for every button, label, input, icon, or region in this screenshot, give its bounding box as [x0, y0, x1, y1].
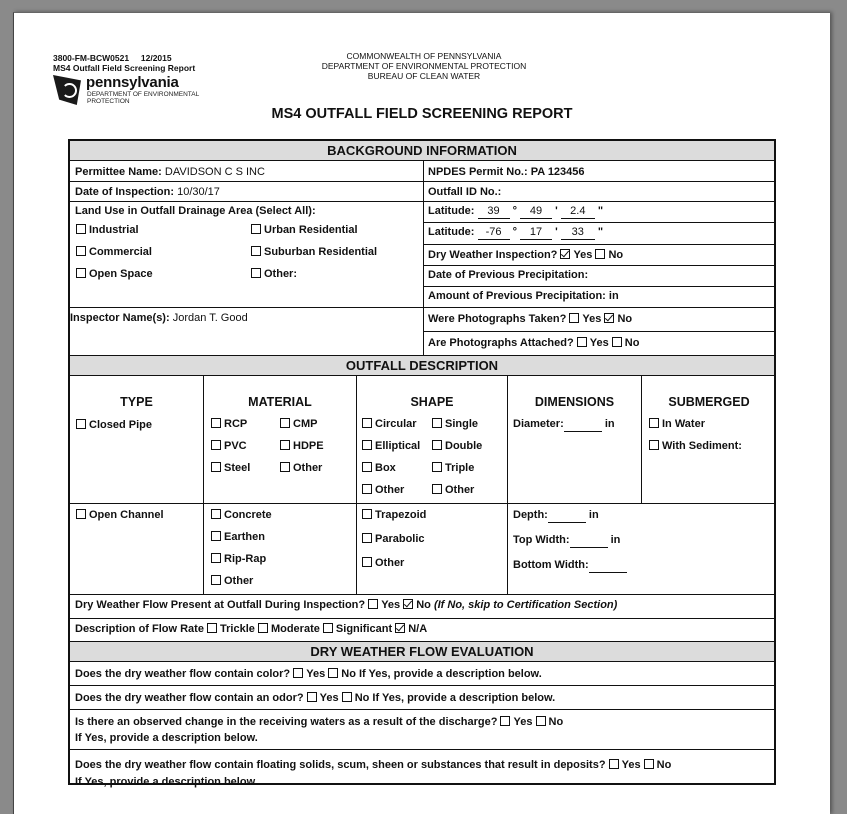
- odor-yes-checkbox[interactable]: [307, 692, 317, 702]
- minute-symbol: ': [555, 205, 558, 217]
- agency-line-3: BUREAU OF CLEAN WATER: [367, 71, 481, 81]
- divider: [70, 749, 774, 750]
- in-water-label: In Water: [662, 418, 705, 430]
- form-id-block: [53, 53, 195, 73]
- checkbox-icon[interactable]: [280, 440, 290, 450]
- yes-label: Yes: [573, 249, 593, 261]
- single-label: Single: [445, 418, 479, 430]
- closed-pipe-label: Closed Pipe: [89, 419, 152, 431]
- dry-flow-row: [75, 598, 617, 612]
- photos-attached-label: Are Photographs Attached?: [428, 337, 574, 349]
- checkbox-icon[interactable]: [362, 440, 372, 450]
- rip-rap-option[interactable]: [211, 552, 266, 566]
- land-commercial-label: Commercial: [89, 246, 152, 258]
- triple-option[interactable]: [432, 461, 474, 475]
- col-type-header: TYPE: [120, 395, 153, 409]
- checkbox-icon[interactable]: [76, 509, 86, 519]
- divider: [70, 594, 774, 595]
- agency-line-2: DEPARTMENT OF ENVIRONMENTAL PROTECTION: [321, 61, 527, 71]
- inch-unit: in: [588, 509, 599, 521]
- elliptical-label: Elliptical: [375, 440, 421, 452]
- form-date: 12/2015: [140, 53, 172, 63]
- bottom-width-label: Bottom Width:: [513, 559, 589, 571]
- channel-shape-other-option[interactable]: [362, 556, 404, 570]
- box-option[interactable]: [362, 461, 396, 475]
- trapezoid-label: Trapezoid: [375, 509, 427, 521]
- logo-sub-2: PROTECTION: [87, 98, 130, 105]
- dry-weather-label: Dry Weather Inspection?: [428, 249, 558, 261]
- checkbox-icon[interactable]: [211, 440, 221, 450]
- solids-no-checkbox[interactable]: [644, 759, 654, 769]
- land-other-label: Other:: [264, 268, 297, 280]
- permittee-row: [75, 165, 265, 179]
- latitude-label: Latitude:: [428, 205, 475, 217]
- outfall-id-label: Outfall ID No.:: [428, 186, 502, 198]
- report-title: MS4 OUTFALL FIELD SCREENING REPORT: [271, 106, 573, 122]
- npdes-row: [428, 165, 585, 179]
- open-channel-label: Open Channel: [89, 509, 164, 521]
- land-use-label: Land Use in Outfall Drainage Area (Select All):: [75, 205, 316, 217]
- if-yes-note: If Yes, provide a description below.: [372, 692, 556, 704]
- checkbox-icon[interactable]: [362, 484, 372, 494]
- latitude-row-2: [428, 225, 603, 240]
- double-label: Double: [445, 440, 483, 452]
- inch-unit: in: [610, 534, 621, 546]
- change-question: Is there an observed change in the receiving waters as a result of the discharge?: [75, 716, 498, 728]
- significant-checkbox[interactable]: [323, 623, 333, 633]
- document-page: [13, 12, 830, 814]
- na-label: N/A: [408, 623, 428, 635]
- moderate-checkbox[interactable]: [258, 623, 268, 633]
- with-sediment-option[interactable]: [649, 439, 742, 453]
- col-dimensions-header: DIMENSIONS: [534, 395, 615, 409]
- divider: [423, 161, 424, 355]
- top-width-label: Top Width:: [513, 534, 570, 546]
- dry-weather-no-checkbox[interactable]: [595, 249, 605, 259]
- latitude-2-minutes[interactable]: 17: [520, 225, 552, 240]
- solids-if-yes-note: If Yes, provide a description below.: [75, 776, 258, 788]
- npdes-label: NPDES Permit No.:: [428, 166, 528, 178]
- land-urban-label: Urban Residential: [264, 224, 358, 236]
- checkbox-icon[interactable]: [432, 484, 442, 494]
- report-form: [68, 139, 776, 788]
- checkbox-icon[interactable]: [76, 246, 86, 256]
- checkbox-icon[interactable]: [432, 440, 442, 450]
- parabolic-label: Parabolic: [375, 533, 425, 545]
- divider: [423, 222, 774, 223]
- closed-pipe-option[interactable]: [76, 418, 152, 432]
- photos-taken-label: Were Photographs Taken?: [428, 313, 567, 325]
- trickle-label: Trickle: [220, 623, 255, 635]
- concrete-option[interactable]: [211, 508, 272, 522]
- top-width-row: [513, 533, 620, 548]
- shape-other-option[interactable]: [362, 483, 404, 497]
- dry-flow-yes-checkbox[interactable]: [368, 599, 378, 609]
- trapezoid-option[interactable]: [362, 508, 426, 522]
- moderate-label: Moderate: [270, 623, 320, 635]
- change-yes-checkbox[interactable]: [500, 716, 510, 726]
- checkbox-icon[interactable]: [211, 462, 221, 472]
- checkbox-icon[interactable]: [280, 418, 290, 428]
- no-label: No: [608, 249, 624, 261]
- checkbox-icon[interactable]: [362, 533, 372, 543]
- concrete-label: Concrete: [224, 509, 272, 521]
- flow-rate-row: [75, 622, 427, 636]
- odor-no-checkbox[interactable]: [342, 692, 352, 702]
- checkbox-icon[interactable]: [362, 462, 372, 472]
- color-yes-checkbox[interactable]: [293, 668, 303, 678]
- checkbox-icon[interactable]: [76, 419, 86, 429]
- change-question-row: [75, 715, 563, 729]
- yes-label: Yes: [306, 668, 326, 680]
- solids-question: Does the dry weather flow contain floating solids, scum, sheen or substances that result in deposits?: [75, 759, 606, 771]
- in-water-option[interactable]: [649, 417, 705, 431]
- checkbox-icon[interactable]: [211, 553, 221, 563]
- yes-label: Yes: [582, 313, 602, 325]
- divider: [423, 265, 774, 266]
- material-other-label: Other: [293, 462, 323, 474]
- triple-label: Triple: [445, 462, 475, 474]
- cmp-label: CMP: [293, 418, 318, 430]
- double-option[interactable]: [432, 439, 482, 453]
- land-open-option[interactable]: [76, 267, 153, 281]
- permittee-label: Permittee Name:: [75, 166, 162, 178]
- channel-material-other-label: Other: [224, 575, 254, 587]
- divider: [423, 244, 774, 245]
- solids-question-row: [75, 758, 671, 772]
- na-checkbox[interactable]: [395, 623, 405, 633]
- photos-attached-row: [428, 336, 639, 350]
- inch-unit: in: [604, 418, 615, 430]
- photos-attached-yes-checkbox[interactable]: [577, 337, 587, 347]
- count-other-label: Other: [445, 484, 475, 496]
- land-suburban-option[interactable]: [251, 245, 377, 259]
- land-industrial-label: Industrial: [89, 224, 139, 236]
- outfall-id-row: [428, 185, 501, 199]
- pa-dep-logo: [53, 74, 233, 106]
- divider: [70, 709, 774, 710]
- diameter-row: [513, 417, 615, 432]
- yes-label: Yes: [513, 716, 533, 728]
- checkbox-icon[interactable]: [76, 224, 86, 234]
- circular-option[interactable]: [362, 417, 417, 431]
- shape-other-label: Other: [375, 484, 405, 496]
- parabolic-option[interactable]: [362, 532, 425, 546]
- depth-row: [513, 508, 599, 523]
- date-value[interactable]: 10/30/17: [177, 186, 220, 198]
- latitude-row-1: [428, 204, 603, 219]
- outfall-heading: OUTFALL DESCRIPTION: [70, 356, 774, 376]
- cmp-option[interactable]: [280, 417, 317, 431]
- single-option[interactable]: [432, 417, 478, 431]
- hdpe-option[interactable]: [280, 439, 324, 453]
- color-question-row: [75, 667, 542, 681]
- no-label: No: [416, 599, 431, 611]
- latitude-label: Latitude:: [428, 226, 475, 238]
- inspector-row: [70, 311, 248, 325]
- checkbox-icon[interactable]: [432, 418, 442, 428]
- land-urban-option[interactable]: [251, 223, 358, 237]
- with-sediment-label: With Sediment:: [662, 440, 742, 452]
- no-label: No: [548, 716, 564, 728]
- land-commercial-option[interactable]: [76, 245, 152, 259]
- material-other-option[interactable]: [280, 461, 322, 475]
- form-name: MS4 Outfall Field Screening Report: [53, 63, 196, 73]
- box-label: Box: [375, 462, 396, 474]
- agency-header: [274, 51, 574, 81]
- yes-label: Yes: [381, 599, 401, 611]
- logo-sub-1: DEPARTMENT OF ENVIRONMENTAL: [87, 91, 200, 98]
- divider: [70, 618, 774, 619]
- land-suburban-label: Suburban Residential: [264, 246, 378, 258]
- channel-shape-other-label: Other: [375, 557, 405, 569]
- agency-line-1: COMMONWEALTH OF PENNSYLVANIA: [346, 51, 502, 61]
- change-if-yes-note: If Yes, provide a description below.: [75, 732, 258, 744]
- logo-name: pennsylvania: [86, 74, 179, 91]
- change-no-checkbox[interactable]: [536, 716, 546, 726]
- rip-rap-label: Rip-Rap: [224, 553, 267, 565]
- depth-field[interactable]: [548, 508, 586, 523]
- no-label: No: [624, 337, 640, 349]
- checkbox-icon[interactable]: [280, 462, 290, 472]
- depth-label: Depth:: [513, 509, 548, 521]
- diameter-label: Diameter:: [513, 418, 564, 430]
- trickle-checkbox[interactable]: [207, 623, 217, 633]
- prev-precip-amount-label: Amount of Previous Precipitation: in: [428, 290, 619, 302]
- dry-flow-no-checkbox[interactable]: [403, 599, 413, 609]
- form-code: 3800-FM-BCW0521: [53, 53, 130, 63]
- col-material-header: MATERIAL: [248, 395, 312, 409]
- checkbox-icon[interactable]: [251, 224, 261, 234]
- col-submerged-header: SUBMERGED: [668, 395, 750, 409]
- divider: [70, 503, 774, 504]
- divider: [70, 307, 774, 308]
- date-label: Date of Inspection:: [75, 186, 175, 198]
- no-label: No: [656, 759, 672, 771]
- color-question: Does the dry weather flow contain color?: [75, 668, 291, 680]
- pvc-option[interactable]: [211, 439, 247, 453]
- rcp-option[interactable]: [211, 417, 247, 431]
- minute-symbol: ': [555, 226, 558, 238]
- photos-taken-yes-checkbox[interactable]: [569, 313, 579, 323]
- prev-precip-date-label: Date of Previous Precipitation:: [428, 269, 589, 281]
- checkbox-icon[interactable]: [649, 440, 659, 450]
- second-symbol: ": [597, 205, 604, 217]
- evaluation-heading: DRY WEATHER FLOW EVALUATION: [70, 642, 774, 662]
- latitude-1-seconds[interactable]: 2.4: [561, 204, 595, 219]
- circular-label: Circular: [375, 418, 417, 430]
- checkbox-icon[interactable]: [76, 268, 86, 278]
- pvc-label: PVC: [224, 440, 247, 452]
- open-channel-option[interactable]: [76, 508, 164, 522]
- checkbox-icon[interactable]: [362, 418, 372, 428]
- permittee-value[interactable]: DAVIDSON C S INC: [164, 166, 265, 178]
- background-heading: BACKGROUND INFORMATION: [70, 141, 774, 161]
- dry-flow-note: (If No, skip to Certification Section): [433, 599, 618, 611]
- divider: [70, 685, 774, 686]
- flow-rate-label: Description of Flow Rate: [75, 623, 204, 635]
- inspector-label: Inspector Name(s):: [70, 312, 170, 324]
- date-row: [75, 185, 220, 199]
- checkbox-icon[interactable]: [211, 531, 221, 541]
- checkbox-icon[interactable]: [362, 509, 372, 519]
- photos-taken-row: [428, 312, 632, 326]
- dry-flow-label: Dry Weather Flow Present at Outfall During Inspection?: [75, 599, 366, 611]
- no-label: No: [354, 692, 370, 704]
- divider: [423, 331, 774, 332]
- checkbox-icon[interactable]: [211, 509, 221, 519]
- divider: [70, 181, 774, 182]
- checkbox-icon[interactable]: [211, 418, 221, 428]
- second-symbol: ": [597, 226, 604, 238]
- dry-weather-row: [428, 248, 623, 262]
- no-label: No: [341, 668, 356, 680]
- steel-option[interactable]: [211, 461, 250, 475]
- no-label: No: [617, 313, 633, 325]
- inspector-value[interactable]: Jordan T. Good: [172, 312, 248, 324]
- degree-symbol: °: [512, 226, 517, 238]
- steel-label: Steel: [224, 462, 251, 474]
- npdes-value[interactable]: PA 123456: [530, 166, 585, 178]
- divider: [70, 201, 774, 202]
- checkbox-icon[interactable]: [211, 575, 221, 585]
- latitude-1-minutes[interactable]: 49: [520, 204, 552, 219]
- divider: [423, 286, 774, 287]
- land-other-option[interactable]: [251, 267, 297, 281]
- solids-yes-checkbox[interactable]: [609, 759, 619, 769]
- earthen-option[interactable]: [211, 530, 265, 544]
- keystone-logo-icon: [53, 75, 81, 105]
- yes-label: Yes: [621, 759, 641, 771]
- checkbox-icon[interactable]: [649, 418, 659, 428]
- checkbox-icon[interactable]: [251, 246, 261, 256]
- latitude-1-degrees[interactable]: 39: [478, 204, 510, 219]
- col-shape-header: SHAPE: [410, 395, 454, 409]
- photos-attached-no-checkbox[interactable]: [612, 337, 622, 347]
- yes-label: Yes: [319, 692, 339, 704]
- bottom-width-row: [513, 558, 627, 573]
- elliptical-option[interactable]: [362, 439, 420, 453]
- hdpe-label: HDPE: [293, 440, 324, 452]
- yes-label: Yes: [589, 337, 609, 349]
- color-no-checkbox[interactable]: [328, 668, 338, 678]
- checkbox-icon[interactable]: [251, 268, 261, 278]
- dry-weather-yes-checkbox[interactable]: [560, 249, 570, 259]
- count-other-option[interactable]: [432, 483, 474, 497]
- land-industrial-option[interactable]: [76, 223, 139, 237]
- degree-symbol: °: [512, 205, 517, 217]
- rcp-label: RCP: [224, 418, 248, 430]
- significant-label: Significant: [335, 623, 393, 635]
- latitude-2-seconds[interactable]: 33: [561, 225, 595, 240]
- latitude-2-degrees[interactable]: -76: [478, 225, 510, 240]
- bottom-width-field[interactable]: [589, 558, 627, 573]
- earthen-label: Earthen: [224, 531, 265, 543]
- top-width-field[interactable]: [570, 533, 608, 548]
- photos-taken-no-checkbox[interactable]: [604, 313, 614, 323]
- land-open-label: Open Space: [89, 268, 153, 280]
- checkbox-icon[interactable]: [362, 557, 372, 567]
- checkbox-icon[interactable]: [432, 462, 442, 472]
- channel-material-other-option[interactable]: [211, 574, 253, 588]
- odor-question: Does the dry weather flow contain an odor?: [75, 692, 304, 704]
- diameter-field[interactable]: [564, 417, 602, 432]
- if-yes-note: If Yes, provide a description below.: [358, 668, 542, 680]
- odor-question-row: [75, 691, 555, 705]
